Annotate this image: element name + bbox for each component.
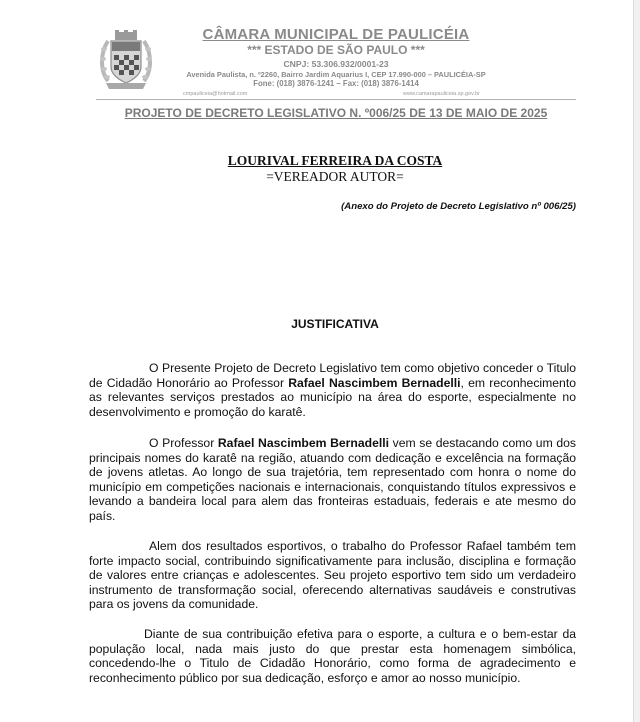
paragraph-3: [89, 539, 576, 612]
website-address: www.camarapauliceia.sp.gov.br: [403, 91, 480, 97]
author-role: =VEREADOR AUTOR=: [266, 169, 404, 184]
letterhead: [150, 26, 522, 89]
state-name: *** ESTADO DE SÃO PAULO ***: [247, 43, 425, 57]
paragraph-1-text-a: O Presente Projeto de Decreto Legislativo tem como objetivo conceder o Titulo de Cidadão Honorário ao Professor: [89, 361, 576, 390]
cnpj: CNPJ: 53.306.932/0001-23: [283, 59, 389, 69]
author-name: LOURIVAL FERREIRA DA COSTA: [227, 153, 443, 168]
municipal-crest-icon: [98, 29, 154, 91]
paragraph-4: [89, 627, 576, 685]
section-title: JUSTIFICATIVA: [291, 317, 379, 331]
paragraph-1: [89, 361, 576, 419]
email-address: cmpauliceia@hotmail.com: [183, 91, 248, 97]
paragraph-4-text: Diante de sua contribuição efetiva para o esporte, a cultura e o bem-estar da população local, nada mais justo do que prestar esta homenagem simbólica, concedendo-lhe o Titulo de Cidadão Honorário, como forma de agradecimento e reconhecimento público por sua dedicação, esforço e amor ao nosso município.: [89, 627, 576, 685]
chamber-name: CÂMARA MUNICIPAL DE PAULICÉIA: [202, 26, 470, 43]
paragraph-3-text: Alem dos resultados esportivos, o trabalho do Professor Rafael também tem forte impacto social, contribuindo significativamente para inclusão, disciplina e formação de valores entre crianças e adolescentes. Seu projeto esportivo tem sido um verdadeiro instrumento de transformação social, oferecendo alternativas saudáveis e construtivas para os jovens da comunidade.: [89, 539, 576, 612]
address: Avenida Paulista, n. º2260, Bairro Jardim Aquarius I, CEP 17.990-000 – PAULICÉIA-SP: [186, 70, 486, 79]
page-edge-scrollbar: [633, 0, 640, 722]
project-title: PROJETO DE DECRETO LEGISLATIVO N. º006/25 DE 13 DE MAIO DE 2025: [124, 106, 548, 120]
paragraph-2: [89, 436, 576, 524]
paragraph-2-text-c: vem se destacando como um dos principais nomes do karatê na região, atuando com dedicação e excelência na formação de jovens atletas. Ao longo de sua trajetória, tem representado com honra o nome do município em competições nacionais e internacionais, conquistando títulos expressivos e levando a bandeira local para alem das fronteiras estaduais, federais e ate mesmo do país.: [89, 436, 576, 523]
phone-fax: Fone: (018) 3876-1241 – Fax: (018) 3876-1414: [253, 79, 419, 88]
paragraph-1-text-c: , em reconhecimento as relevantes serviços prestados ao município na área do esporte, especialmente no desenvolvimento e promoção do karatê.: [89, 375, 576, 419]
paragraph-2-text-a: O Professor: [149, 436, 218, 450]
letterhead-divider: [96, 99, 576, 100]
annex-note: (Anexo do Projeto de Decreto Legislativo nº 006/25): [341, 201, 576, 212]
honoree-name: Rafael Nascimbem Bernadelli: [288, 375, 461, 390]
honoree-name: Rafael Nascimbem Bernadelli: [217, 436, 390, 450]
